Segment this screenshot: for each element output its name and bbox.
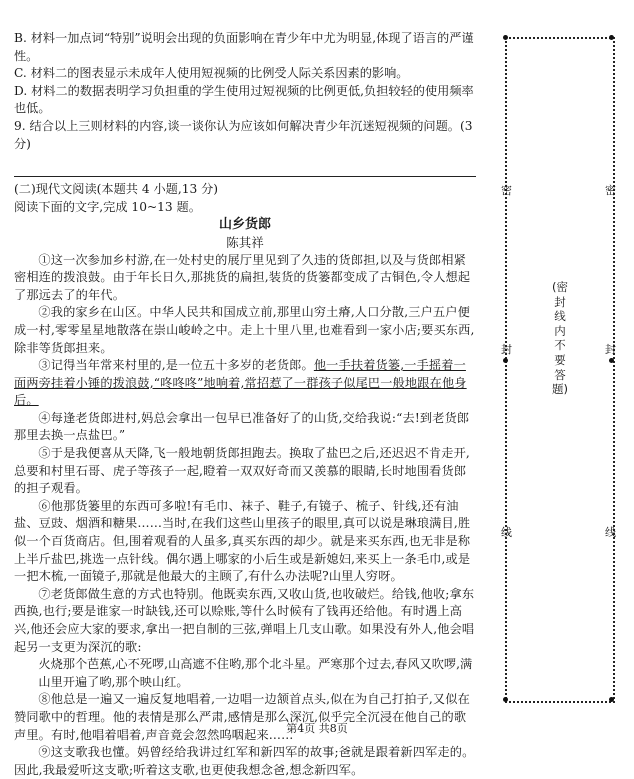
article-author: 陈其祥 bbox=[226, 234, 264, 250]
section-divider bbox=[14, 176, 476, 177]
paragraph-5: ⑤于是我便喜从天降,飞一般地朝货郎担跑去。换取了盐巴之后,还迟迟不肯走开,总要和村里石哥、虎子等孩子一起,瞪着一双双好奇而又羡慕的眼睛,长时地围看货郎的担子观看。 bbox=[14, 446, 470, 496]
side-dot bbox=[609, 358, 614, 363]
article-title: 山乡货郎 bbox=[218, 217, 271, 233]
underlined-sentence: 他一手扶着货篓,一手摇着一面两旁挂着小锤的拨浪鼓,“咚咚咚”地响着,常招惹了一群孩子似尾巴一般地跟在他身后。 bbox=[14, 358, 467, 408]
page-number: 第4页 共8页 bbox=[286, 722, 348, 735]
corner-dot bbox=[609, 35, 614, 40]
paragraph-4: ④每逢老货郎进村,妈总会拿出一包早已准备好了的山货,交给我说:“去!到老货郎那里去换一点盐巴。” bbox=[14, 410, 470, 443]
answer-space bbox=[14, 153, 476, 171]
seal-feng-left: 封 bbox=[501, 343, 512, 356]
seal-xian-left: 线 bbox=[501, 526, 512, 539]
paragraph-2: ②我的家乡在山区。中华人民共和国成立前,那里山穷土瘠,人口分散,三户五户便成一村,零零星星地散落在崇山峻岭之中。走上十里八里,也难看到一家小店;要买东西,除非等货郎担来。 bbox=[14, 305, 475, 355]
section-heading: (二)现代文阅读(本题共 4 小题,13 分) bbox=[14, 182, 219, 197]
paragraph-6: ⑥他那货篓里的东西可多啦!有毛巾、袜子、鞋子,有镜子、梳子、针线,还有油盐、豆豉、烟酒和糖果……当时,在我们这些山里孩子的眼里,真可以说是琳琅满目,胜似一个百货商店。但,围着观看的人虽多,真买东西的却少。就是来买东西,也无非是称上半斤盐巴,挑选一点针线。偶尔遇上哪家的小后生或是新媳妇,来买上一条毛巾,或是一把木梳,一面镜子,那就是他最大的主顾了,有什么办法呢?山里人穷呀。 bbox=[14, 498, 471, 584]
seal-mi-right: 密 bbox=[605, 184, 616, 197]
option-c: C. 材料二的图表显示未成年人使用短视频的比例受人际关系因素的影响。 bbox=[14, 66, 409, 81]
seal-xian-right: 线 bbox=[605, 526, 616, 539]
song-lyrics: 火烧那个芭蕉,心不死啰,山高遮不住哟,那个北斗星。严寒那个过去,春风又吹啰,满山里开遍了哟,那个映山红。 bbox=[38, 657, 473, 689]
corner-dot bbox=[503, 697, 508, 702]
seal-mi-left: 密 bbox=[501, 184, 512, 197]
paragraph-7: ⑦老货郎做生意的方式也特别。他既卖东西,又收山货,也收破烂。给钱,他收;拿东西换,也行;要是谁家一时缺钱,还可以赊账,等什么时候有了钱再还给他。有时遇上高兴,他还会应大家的要求,拿出一把自制的三弦,弹唱上几支山歌。如果没有外人,他会唱起另一支更为深沉的歌: bbox=[14, 586, 475, 654]
side-dot bbox=[503, 358, 508, 363]
seal-feng-right: 封 bbox=[605, 343, 616, 356]
question-9: 9. 结合以上三则材料的内容,谈一谈你认为应该如何解决青少年沉迷短视频的问题。(3分) bbox=[14, 118, 473, 151]
option-d: D. 材料二的数据表明学习负担重的学生使用过短视频的比例更低,负担较轻的使用频率也低。 bbox=[14, 83, 474, 116]
paragraph-1: ①这一次参加乡村游,在一处村史的展厅里见到了久违的货郎担,以及与货郎相紧密相连的拨浪鼓。由于年长日久,那挑货的扁担,装货的货篓都变成了古铜色,令人想起了那远去了的年代。 bbox=[14, 252, 471, 302]
paragraph-9: ⑨这支歌我也懂。妈曾经给我讲过红军和新四军的故事;爸就是跟着新四军走的。因此,我最爱听这支歌;听着这支歌,也更使我想念爸,想念新四军。 bbox=[14, 745, 475, 777]
paragraph-3-text: ③记得当年常来村里的,是一位五十多岁的老货郎。 bbox=[38, 358, 314, 373]
exam-page-column bbox=[14, 30, 476, 779]
paragraph-8: ⑧他总是一遍又一遍反复地唱着,一边唱一边颔首点头,似在为自己打拍子,又似在赞同歌中的哲理。他的表情是那么严肃,感情是那么深沉,似乎完全沉浸在他自己的歌声里。有时,他唱着唱着,声音竟会忽然呜咽起来…… bbox=[14, 692, 470, 742]
option-b: B. 材料一加点词“特别”说明会出现的负面影响在青少年中尤为明显,体现了语言的严谨性。 bbox=[14, 31, 474, 63]
corner-dot bbox=[609, 697, 614, 702]
seal-line-warning: (密封线内不要答题) bbox=[552, 280, 568, 397]
corner-dot bbox=[503, 35, 508, 40]
paragraph-3 bbox=[14, 357, 476, 410]
reading-instruction: 阅读下面的文字,完成 10~13 题。 bbox=[14, 199, 201, 214]
